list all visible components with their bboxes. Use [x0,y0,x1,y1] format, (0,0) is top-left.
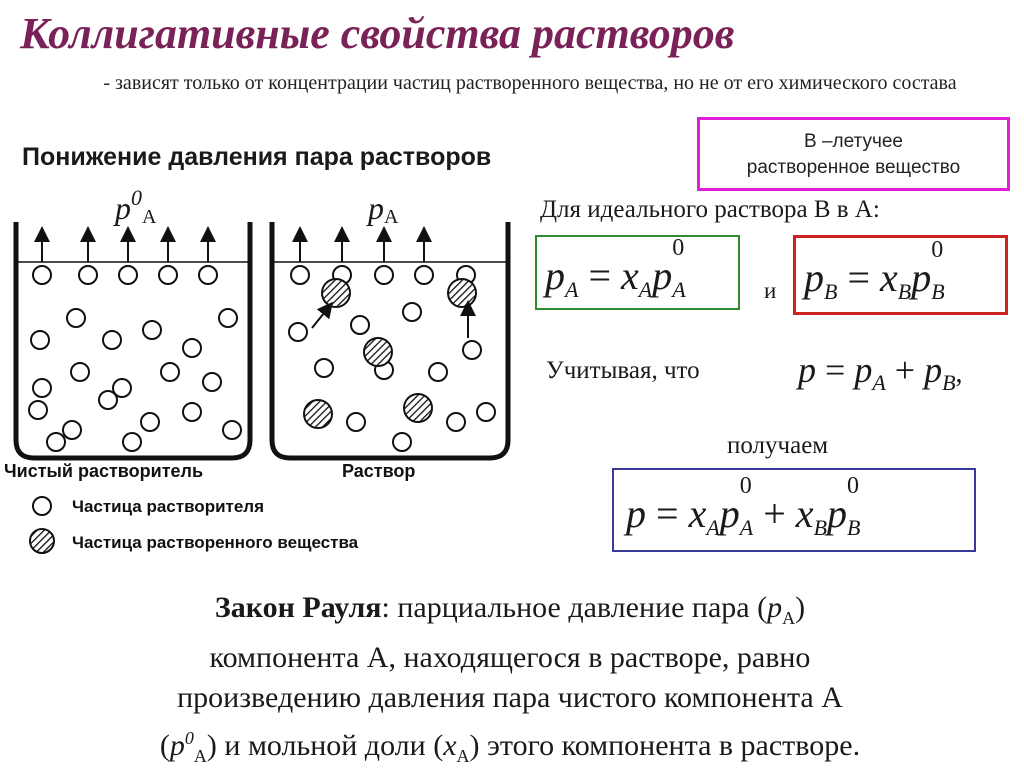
solvent-particle [29,401,47,419]
solvent-particle [393,433,411,451]
section-title: Понижение давления пара растворов [22,143,492,171]
legend-solute-icon [30,529,54,553]
solvent-particle [429,363,447,381]
raoult-line-4: $(p^0_A)$ и мольной доли $(x_A)$ этого компонента в растворе. [159,728,861,766]
solvent-particle [33,266,51,284]
solvent-particle [67,309,85,327]
solvent-particle [183,339,201,357]
solvent-particle [375,266,393,284]
left-beaker [16,222,250,458]
solvent-particle [47,433,65,451]
raoult-law-text [30,588,990,776]
solvent-particle [141,413,159,431]
solvent-particle [447,413,465,431]
solute-particle [322,279,350,307]
solvent-particle [291,266,309,284]
result-equation: $p = x_Ap$ 0 $_A + x_Bp$ 0 $_B$ [626,473,861,540]
solvent-particle [183,403,201,421]
solvent-particle [31,331,49,349]
right-particles [289,266,495,451]
solvent-particle [103,331,121,349]
legend-solvent-label: Частица растворителя [72,497,265,516]
legend-symbols [28,496,62,556]
equation-a: $p_A = x_Ap$ 0 $_A$ [545,235,686,302]
considering-label: Учитывая, что [546,357,700,384]
solute-particle [404,394,432,422]
solvent-particle [63,421,81,439]
solvent-particle [159,266,177,284]
left-beaker-caption: Чистый растворитель [4,461,204,481]
raoult-law-title: Закон Рауля [214,591,382,624]
solute-particle [364,338,392,366]
solvent-particle [351,316,369,334]
solvent-particle [71,363,89,381]
volatile-note-line1: В –летучее [804,131,903,152]
equation-b: $p_B = x_Bp$ 0 $_B$ [804,237,945,304]
solvent-particle [403,303,421,321]
volatile-note-line2: растворенное вещество [746,157,961,178]
getting-label: получаем [727,432,829,459]
legend-solvent-icon [33,497,51,515]
solvent-particle [223,421,241,439]
subtitle: - зависят только от концентрации частиц растворенного вещества, но не от его химического состава [103,72,957,94]
solvent-particle [143,321,161,339]
volatile-note-box [697,117,1010,191]
raoult-line-3: произведению давления пара чистого компонента А [177,681,843,714]
solute-particle [304,400,332,428]
solvent-particle [347,413,365,431]
solvent-particle [79,266,97,284]
equation-sum: $p = p_A + p_B$, [798,350,963,395]
left-particles [29,266,241,451]
solvent-particle [463,341,481,359]
ideal-solution-intro: Для идеального раствора В в А: [540,196,880,223]
solute-particle [448,279,476,307]
raoult-line-1: Закон Рауля: парциальное давление пара $(p_A)$ [214,591,806,628]
solvent-particle [289,323,307,341]
solvent-particle [161,363,179,381]
page-title: Коллигативные свойства растворов [20,9,735,58]
solvent-particle [119,266,137,284]
escape-arrow [312,308,328,328]
raoult-line-2: компонента А, находящегося в растворе, равно [209,641,811,674]
solvent-particle [415,266,433,284]
solvent-particle [315,359,333,377]
solvent-particle [123,433,141,451]
and-word: и [764,278,777,303]
right-beaker-caption: Раствор [342,461,416,481]
solvent-particle [477,403,495,421]
solvent-particle [199,266,217,284]
solvent-particle [203,373,221,391]
legend-solute-label: Частица растворенного вещества [72,533,359,552]
solvent-particle [99,391,117,409]
right-pressure-label: pA [368,190,399,228]
escape-arrows [42,234,468,338]
solvent-particle [219,309,237,327]
left-pressure-label: $p^0A$ [115,185,157,228]
solvent-particle [33,379,51,397]
